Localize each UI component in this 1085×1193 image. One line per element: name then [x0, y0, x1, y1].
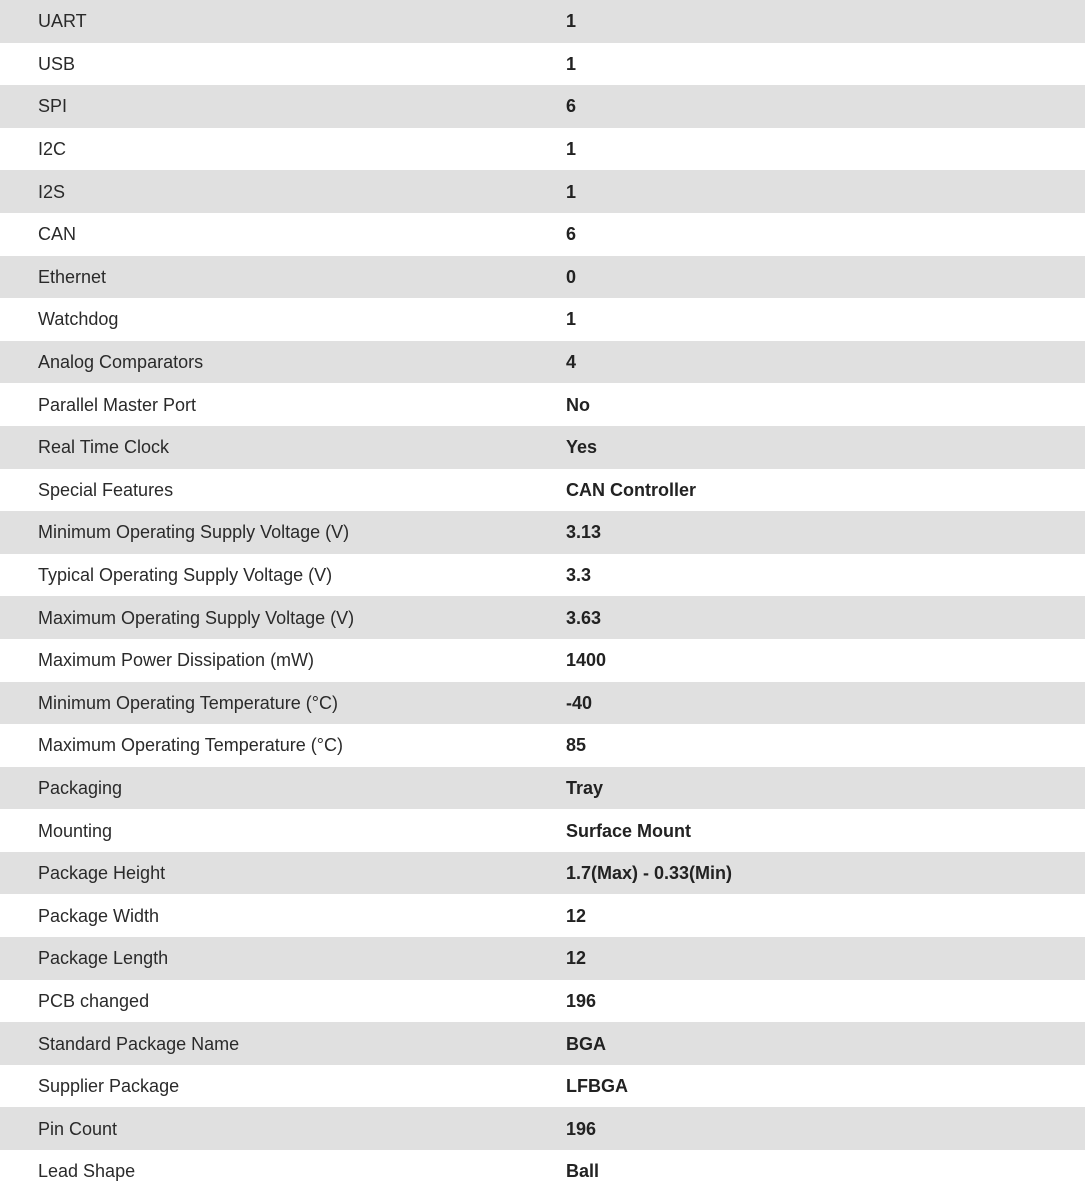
- spec-row: [0, 1107, 1085, 1150]
- spec-row: [0, 298, 1085, 341]
- spec-value: 3.63: [566, 607, 602, 628]
- spec-value: 1.7(Max) - 0.33(Min): [566, 863, 733, 884]
- spec-label: Minimum Operating Supply Voltage (V): [38, 522, 350, 543]
- spec-value: 85: [566, 735, 587, 756]
- spec-row: [0, 639, 1085, 682]
- spec-label: Package Width: [38, 905, 160, 926]
- spec-row: [0, 852, 1085, 895]
- spec-row: [0, 724, 1085, 767]
- spec-label: CAN: [38, 224, 77, 245]
- spec-value: 1: [566, 53, 577, 74]
- spec-value: 0: [566, 266, 577, 287]
- spec-row: [0, 170, 1085, 213]
- spec-label: USB: [38, 53, 76, 74]
- spec-label: Packaging: [38, 777, 123, 798]
- spec-label: Maximum Operating Supply Voltage (V): [38, 607, 355, 628]
- spec-label: Standard Package Name: [38, 1033, 240, 1054]
- spec-value: 196: [566, 1118, 597, 1139]
- spec-row: [0, 0, 1085, 43]
- spec-value: Ball: [566, 1161, 600, 1182]
- spec-value: 4: [566, 352, 577, 373]
- spec-value: 1400: [566, 650, 607, 671]
- spec-row: [0, 682, 1085, 725]
- spec-label: Special Features: [38, 479, 174, 500]
- spec-row: [0, 937, 1085, 980]
- spec-label: UART: [38, 11, 87, 32]
- spec-row: [0, 767, 1085, 810]
- spec-value: Yes: [566, 437, 598, 458]
- spec-row: [0, 383, 1085, 426]
- spec-row: [0, 554, 1085, 597]
- spec-label: Real Time Clock: [38, 437, 170, 458]
- spec-label: Maximum Operating Temperature (°C): [38, 735, 343, 756]
- spec-label: Maximum Power Dissipation (mW): [38, 650, 315, 671]
- spec-label: Parallel Master Port: [38, 394, 197, 415]
- spec-row: [0, 43, 1085, 86]
- spec-row: [0, 511, 1085, 554]
- spec-value: CAN Controller: [566, 479, 696, 500]
- spec-value: BGA: [566, 1033, 606, 1054]
- spec-row: [0, 85, 1085, 128]
- spec-label: Package Height: [38, 863, 166, 884]
- spec-row: [0, 256, 1085, 299]
- spec-row: [0, 469, 1085, 512]
- spec-value: 3.13: [566, 522, 602, 543]
- spec-value: Tray: [566, 777, 604, 798]
- spec-label: Minimum Operating Temperature (°C): [38, 692, 338, 713]
- spec-row: [0, 341, 1085, 384]
- spec-label: Ethernet: [38, 266, 107, 287]
- spec-value: 1: [566, 181, 577, 202]
- spec-row: [0, 426, 1085, 469]
- spec-row: [0, 1022, 1085, 1065]
- spec-label: Pin Count: [38, 1118, 118, 1139]
- spec-value: 12: [566, 948, 587, 969]
- spec-value: -40: [566, 692, 593, 713]
- spec-label: Lead Shape: [38, 1161, 136, 1182]
- spec-value: 1: [566, 309, 577, 330]
- spec-value: 196: [566, 990, 597, 1011]
- spec-label: Mounting: [38, 820, 113, 841]
- spec-value: 6: [566, 96, 577, 117]
- spec-label: Supplier Package: [38, 1076, 180, 1097]
- spec-row: [0, 809, 1085, 852]
- spec-label: Package Length: [38, 948, 169, 969]
- spec-row: [0, 894, 1085, 937]
- spec-value: Surface Mount: [566, 820, 692, 841]
- spec-label: Watchdog: [38, 309, 119, 330]
- spec-value: 1: [566, 139, 577, 160]
- spec-label: I2C: [38, 139, 67, 160]
- spec-row: [0, 213, 1085, 256]
- spec-row: [0, 980, 1085, 1023]
- spec-value: 3.3: [566, 565, 592, 586]
- spec-value: LFBGA: [566, 1076, 628, 1097]
- spec-row: [0, 1065, 1085, 1108]
- spec-row: [0, 1150, 1085, 1193]
- spec-row: [0, 128, 1085, 171]
- spec-label: Analog Comparators: [38, 352, 204, 373]
- spec-row: [0, 596, 1085, 639]
- spec-value: No: [566, 394, 590, 415]
- spec-value: 12: [566, 905, 587, 926]
- spec-label: I2S: [38, 181, 66, 202]
- spec-label: Typical Operating Supply Voltage (V): [38, 565, 333, 586]
- spec-label: SPI: [38, 96, 68, 117]
- spec-value: 1: [566, 11, 577, 32]
- spec-label: PCB changed: [38, 990, 150, 1011]
- spec-value: 6: [566, 224, 577, 245]
